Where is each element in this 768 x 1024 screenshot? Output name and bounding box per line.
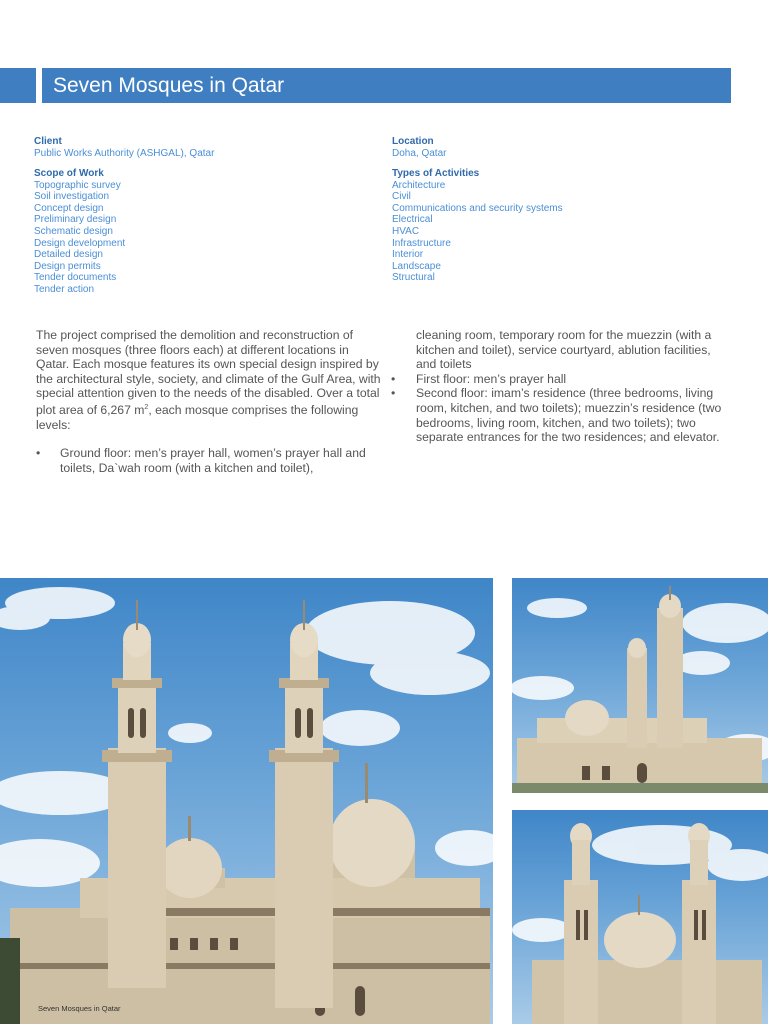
location-label: Location <box>392 136 434 147</box>
location-value: Doha, Qatar <box>392 148 447 159</box>
list-item: Structural <box>392 272 435 284</box>
list-item: Civil <box>392 191 411 203</box>
list-item: Schematic design <box>34 225 113 237</box>
bullet-icon: • <box>391 386 396 401</box>
bullet-continuation: cleaning room, temporary room for the muezzin (with a kitchen and toilet), service courtyard, ablution facilities, and toilets <box>416 328 712 372</box>
location-block <box>392 136 692 160</box>
list-item: Communications and security systems <box>392 202 563 214</box>
area-superscript: 2 <box>144 403 149 411</box>
levels-list-start <box>36 446 381 475</box>
bullet-icon: • <box>391 371 396 386</box>
client-block <box>34 136 334 160</box>
bullet-text: Second floor: imam’s residence (three bedrooms, living room, kitchen, and two toilets); muezzin’s residence (two bedrooms, living room, kitchen, and two toilets); two separate entrances for the two residences; and elevator. <box>416 386 722 445</box>
list-item <box>36 446 381 475</box>
intro-text: The project comprised the demolition and reconstruction of seven mosques (three floors each) at different locations in Qatar. Each mosque features its own special design inspired by the architectural style, society, and climate of the Gulf Area, with special attention given to the needs of the disabled. Over a total plot area of 6,267 m <box>36 328 381 418</box>
activities-list <box>392 180 692 284</box>
scope-block <box>34 168 334 296</box>
list-item <box>391 372 731 387</box>
scope-label: Scope of Work <box>34 167 104 179</box>
list-item: Design permits <box>34 260 101 272</box>
scope-list <box>34 180 334 296</box>
page-footer: Seven Mosques in Qatar <box>38 1004 121 1013</box>
mosque-front-photo <box>512 810 768 1024</box>
bullet-text: Ground floor: men’s prayer hall, women’s prayer hall and toilets, Da`wah room (with a kitchen and toilet), <box>60 446 366 475</box>
list-item: Interior <box>392 249 424 261</box>
client-label: Client <box>34 136 62 147</box>
title-bar <box>42 68 731 103</box>
mosque-side-photo <box>512 578 768 793</box>
list-item: Concept design <box>34 202 104 214</box>
client-value: Public Works Authority (ASHGAL), Qatar <box>34 148 215 159</box>
list-item: Preliminary design <box>34 214 117 226</box>
body-column-2 <box>391 328 731 445</box>
list-item: Detailed design <box>34 249 103 261</box>
activities-label: Types of Activities <box>392 167 480 179</box>
list-item: Design development <box>34 237 126 249</box>
list-item: HVAC <box>392 225 420 237</box>
list-item: Architecture <box>392 179 446 191</box>
list-item <box>391 386 731 444</box>
list-item: Soil investigation <box>34 191 110 203</box>
bullet-icon: • <box>36 446 41 461</box>
body-column-1 <box>36 328 381 475</box>
intro-paragraph <box>36 328 381 432</box>
mosque-main-photo <box>0 578 493 1024</box>
list-item: Electrical <box>392 214 433 226</box>
page-title: Seven Mosques in Qatar <box>53 74 285 97</box>
list-item: Tender documents <box>34 272 117 284</box>
list-item: Infrastructure <box>392 237 451 249</box>
levels-list <box>391 372 731 445</box>
activities-block <box>392 168 692 284</box>
intro-text-end: , each mosque comprises the following levels: <box>36 403 359 432</box>
info-column-left <box>34 136 334 304</box>
list-item: Topographic survey <box>34 179 121 191</box>
bullet-text: First floor: men’s prayer hall <box>416 371 567 386</box>
info-column-right <box>392 136 692 292</box>
title-bar-accent <box>0 68 36 103</box>
list-item: Landscape <box>392 260 441 272</box>
list-item: Tender action <box>34 283 95 295</box>
